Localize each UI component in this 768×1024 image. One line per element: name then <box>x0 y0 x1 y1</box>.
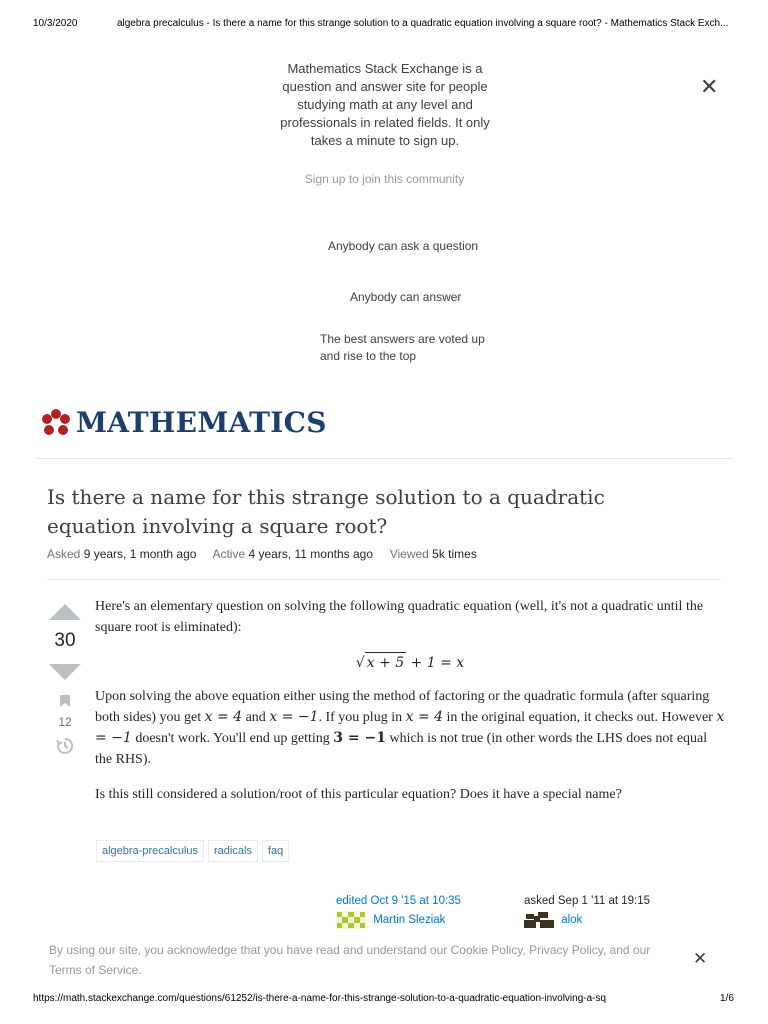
upvote-arrow-icon[interactable] <box>49 604 81 620</box>
viewed-label: Viewed <box>389 547 429 561</box>
text-span: and <box>242 710 270 725</box>
bookmark-count: 12 <box>58 715 72 729</box>
text-span: in the original equation, it checks out. However <box>443 710 717 725</box>
close-icon[interactable]: ✕ <box>693 949 708 968</box>
active-value[interactable]: 4 years, 11 months ago <box>248 547 374 561</box>
question-title[interactable]: Is there a name for this strange solution to a quadratic equation involving a square root? <box>47 485 605 538</box>
question-meta <box>47 547 477 561</box>
body-paragraph: Is this still considered a solution/root of this particular equation? Does it have a special name? <box>95 787 622 802</box>
print-title: algebra precalculus - Is there a name for this strange solution to a quadratic equation involving a square root? - Mathematics Stack Exch... <box>117 18 729 29</box>
equation-rest: + 1 = x <box>406 655 465 671</box>
math-span: x = −1 <box>269 709 319 725</box>
question-body <box>95 596 725 819</box>
asked-signature <box>524 895 650 929</box>
signup-link[interactable]: Sign up to join this community <box>304 172 465 186</box>
tag-algebra-precalculus[interactable]: algebra-precalculus <box>96 840 204 862</box>
cookie-notice <box>49 940 669 980</box>
divider <box>36 458 733 459</box>
active-label: Active <box>212 547 246 561</box>
asked-date: asked Sep 1 '11 at 19:15 <box>524 895 651 907</box>
cookie-text: , <box>522 943 530 957</box>
user-avatar-icon[interactable] <box>336 911 366 929</box>
divider <box>47 579 721 580</box>
math-span: 3 = −1 <box>333 730 386 746</box>
body-paragraph: Here's an elementary question on solving the following quadratic equation (well, it's not a quadratic until the square root is eliminated): <box>95 599 704 635</box>
cookie-text: , and our <box>602 943 651 957</box>
close-icon[interactable]: ✕ <box>700 74 719 99</box>
feature-voted: The best answers are voted up and rise to the top <box>320 332 485 363</box>
text-span: Upon solving the above equation either using the method of factoring or the quadratic formula (after squaring both sides) you get <box>95 689 710 725</box>
downvote-arrow-icon[interactable] <box>49 664 81 680</box>
cookie-text: By using our site, you acknowledge that you have read and understand our <box>49 943 451 957</box>
history-icon[interactable] <box>56 737 74 755</box>
body-paragraph <box>95 686 725 770</box>
privacy-policy-link[interactable]: Privacy Policy <box>529 943 603 957</box>
site-logo[interactable] <box>42 406 327 439</box>
edited-signature <box>336 895 461 929</box>
vote-column <box>46 604 84 760</box>
equation-radicand: x + 5 <box>365 652 406 674</box>
bookmark-icon[interactable] <box>59 694 71 708</box>
text-span: doesn't work. You'll end up getting <box>131 731 334 746</box>
cookie-policy-link[interactable]: Cookie Policy <box>450 943 523 957</box>
sqrt-symbol: √ <box>355 655 365 671</box>
tag-radicals[interactable]: radicals <box>208 840 258 862</box>
asked-label: Asked <box>47 547 81 561</box>
math-span: x = 4 <box>405 709 444 725</box>
feature-ask: Anybody can ask a question <box>328 239 479 253</box>
math-span: x = 4 <box>204 709 243 725</box>
print-page-number: 1/6 <box>720 993 734 1004</box>
text-span: which is not true (in other words the LHS does not equal the RHS). <box>95 731 708 767</box>
print-url: https://math.stackexchange.com/questions/61252/is-there-a-name-for-this-strange-solution-to-a-quadratic-equation-involving-a-sq <box>33 993 607 1004</box>
feature-answer: Anybody can answer <box>350 290 462 304</box>
equation <box>95 652 725 674</box>
signup-description: Mathematics Stack Exchange is a question and answer site for people studying math at any level and professionals in related fields. It only takes a minute to sign up. <box>280 61 490 148</box>
editor-name[interactable]: Martin Sleziak <box>373 914 446 927</box>
tag-list <box>96 840 289 862</box>
user-avatar-icon[interactable] <box>524 911 554 929</box>
print-date: 10/3/2020 <box>33 18 78 29</box>
cookie-text: . <box>138 963 142 977</box>
terms-link[interactable]: Terms of Service <box>49 963 139 977</box>
viewed-value: 5k times <box>432 547 477 561</box>
text-span: . If you plug in <box>318 710 406 725</box>
author-name[interactable]: alok <box>561 914 583 927</box>
tag-faq[interactable]: faq <box>262 840 289 862</box>
edited-link[interactable]: edited Oct 9 '15 at 10:35 <box>336 895 461 907</box>
logo-text: MATHEMATICS <box>76 406 327 439</box>
math-span: x = −1 <box>95 709 725 746</box>
asked-value: 9 years, 1 month ago <box>83 547 197 561</box>
logo-flower-icon <box>42 408 70 438</box>
vote-count: 30 <box>54 630 76 651</box>
